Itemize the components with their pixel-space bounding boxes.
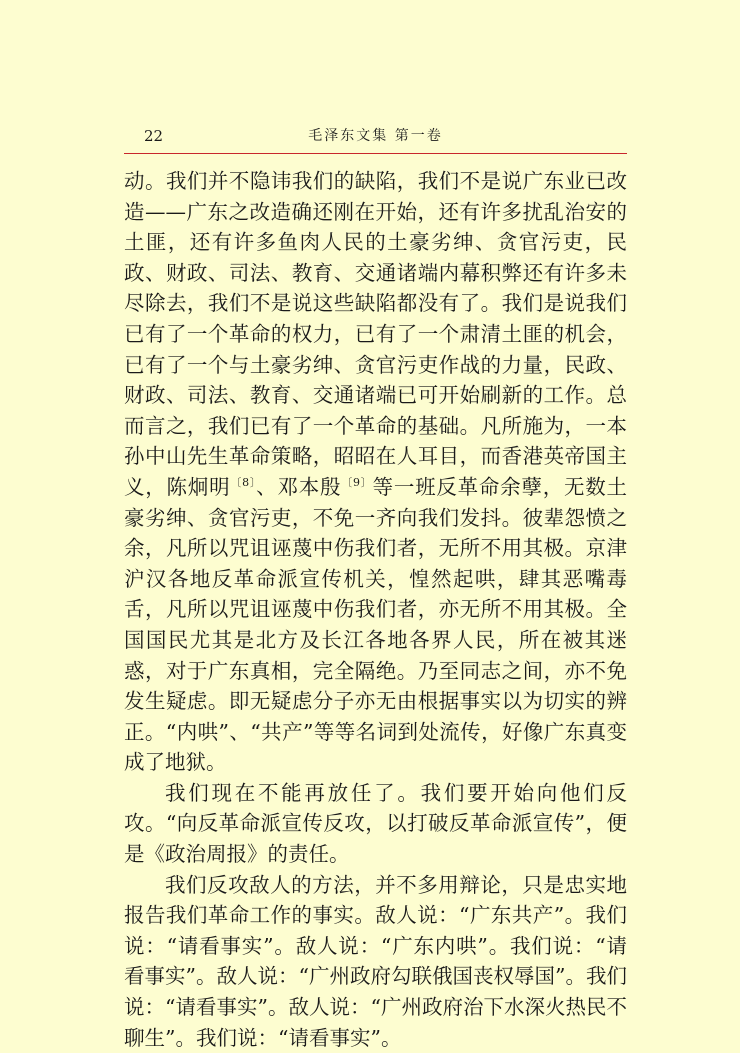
page-number: 22 xyxy=(144,127,164,145)
paragraph-1-part-c: 等一班反革命余孽，无数土豪劣绅、贪官污吏，不免一齐向我们发抖。彼辈怨愤之余，凡所以咒诅诬蔑中伤我们者，无所不用其极。京津沪汉各地反革命派宣传机关，惶然起哄，肆其恶嘴毒舌，凡所以咒诅诬蔑中伤我们者，亦无所不用其极。全国国民尤其是北方及长江各地各界人民，所在被其迷惑，对于广东真相，完全隔绝。乃至同志之间，亦不免发生疑虑。即无疑虑分子亦无由根据事实以为切实的辨正。“内哄”、“共产”等等名词到处流传，好像广东真变成了地狱。 xyxy=(124,474,628,775)
paragraph-1-part-b: 、邓本殷 xyxy=(256,474,342,499)
paragraph-3: 我们反攻敌人的方法，并不多用辩论，只是忠实地报告我们革命工作的事实。敌人说：“广东共产”。我们说：“请看事实”。敌人说：“广东内哄”。我们说：“请看事实”。敌人说：“广州政府勾联俄国丧权辱国”。我们说：“请看事实”。敌人说：“广州政府治下水深火热民不聊生”。我们说：“请看事实”。 xyxy=(124,872,627,1050)
page-header xyxy=(124,124,627,152)
paragraph-1 xyxy=(124,166,627,778)
running-title: 毛泽东文集 第一卷 xyxy=(308,128,443,144)
paragraph-1-part-a: 动。我们并不隐讳我们的缺陷，我们不是说广东业已改造——广东之改造确还刚在开始，还有许多扰乱治安的土匪，还有许多鱼肉人民的土豪劣绅、贪官污吏，民政、财政、司法、教育、交通诸端内幕积弊还有许多未尽除去，我们不是说这些缺陷都没有了。我们是说我们已有了一个革命的权力，已有了一个肃清土匪的机会，已有了一个与土豪劣绅、贪官污吏作战的力量，民政、财政、司法、教育、交通诸端已可开始刷新的工作。总而言之，我们已有了一个革命的基础。凡所施为，一本孙中山先生革命策略，昭昭在人耳目，而香港英帝国主义，陈炯明 xyxy=(124,169,627,499)
header-rule xyxy=(124,153,627,154)
note-marker-9: 〔9〕 xyxy=(341,476,373,490)
note-marker-8: 〔8〕 xyxy=(230,476,257,490)
body-text xyxy=(124,166,627,1053)
paragraph-2: 我们现在不能再放任了。我们要开始向他们反攻。“向反革命派宣传反攻，以打破反革命派宣传”，便是《政治周报》的责任。 xyxy=(124,780,627,867)
